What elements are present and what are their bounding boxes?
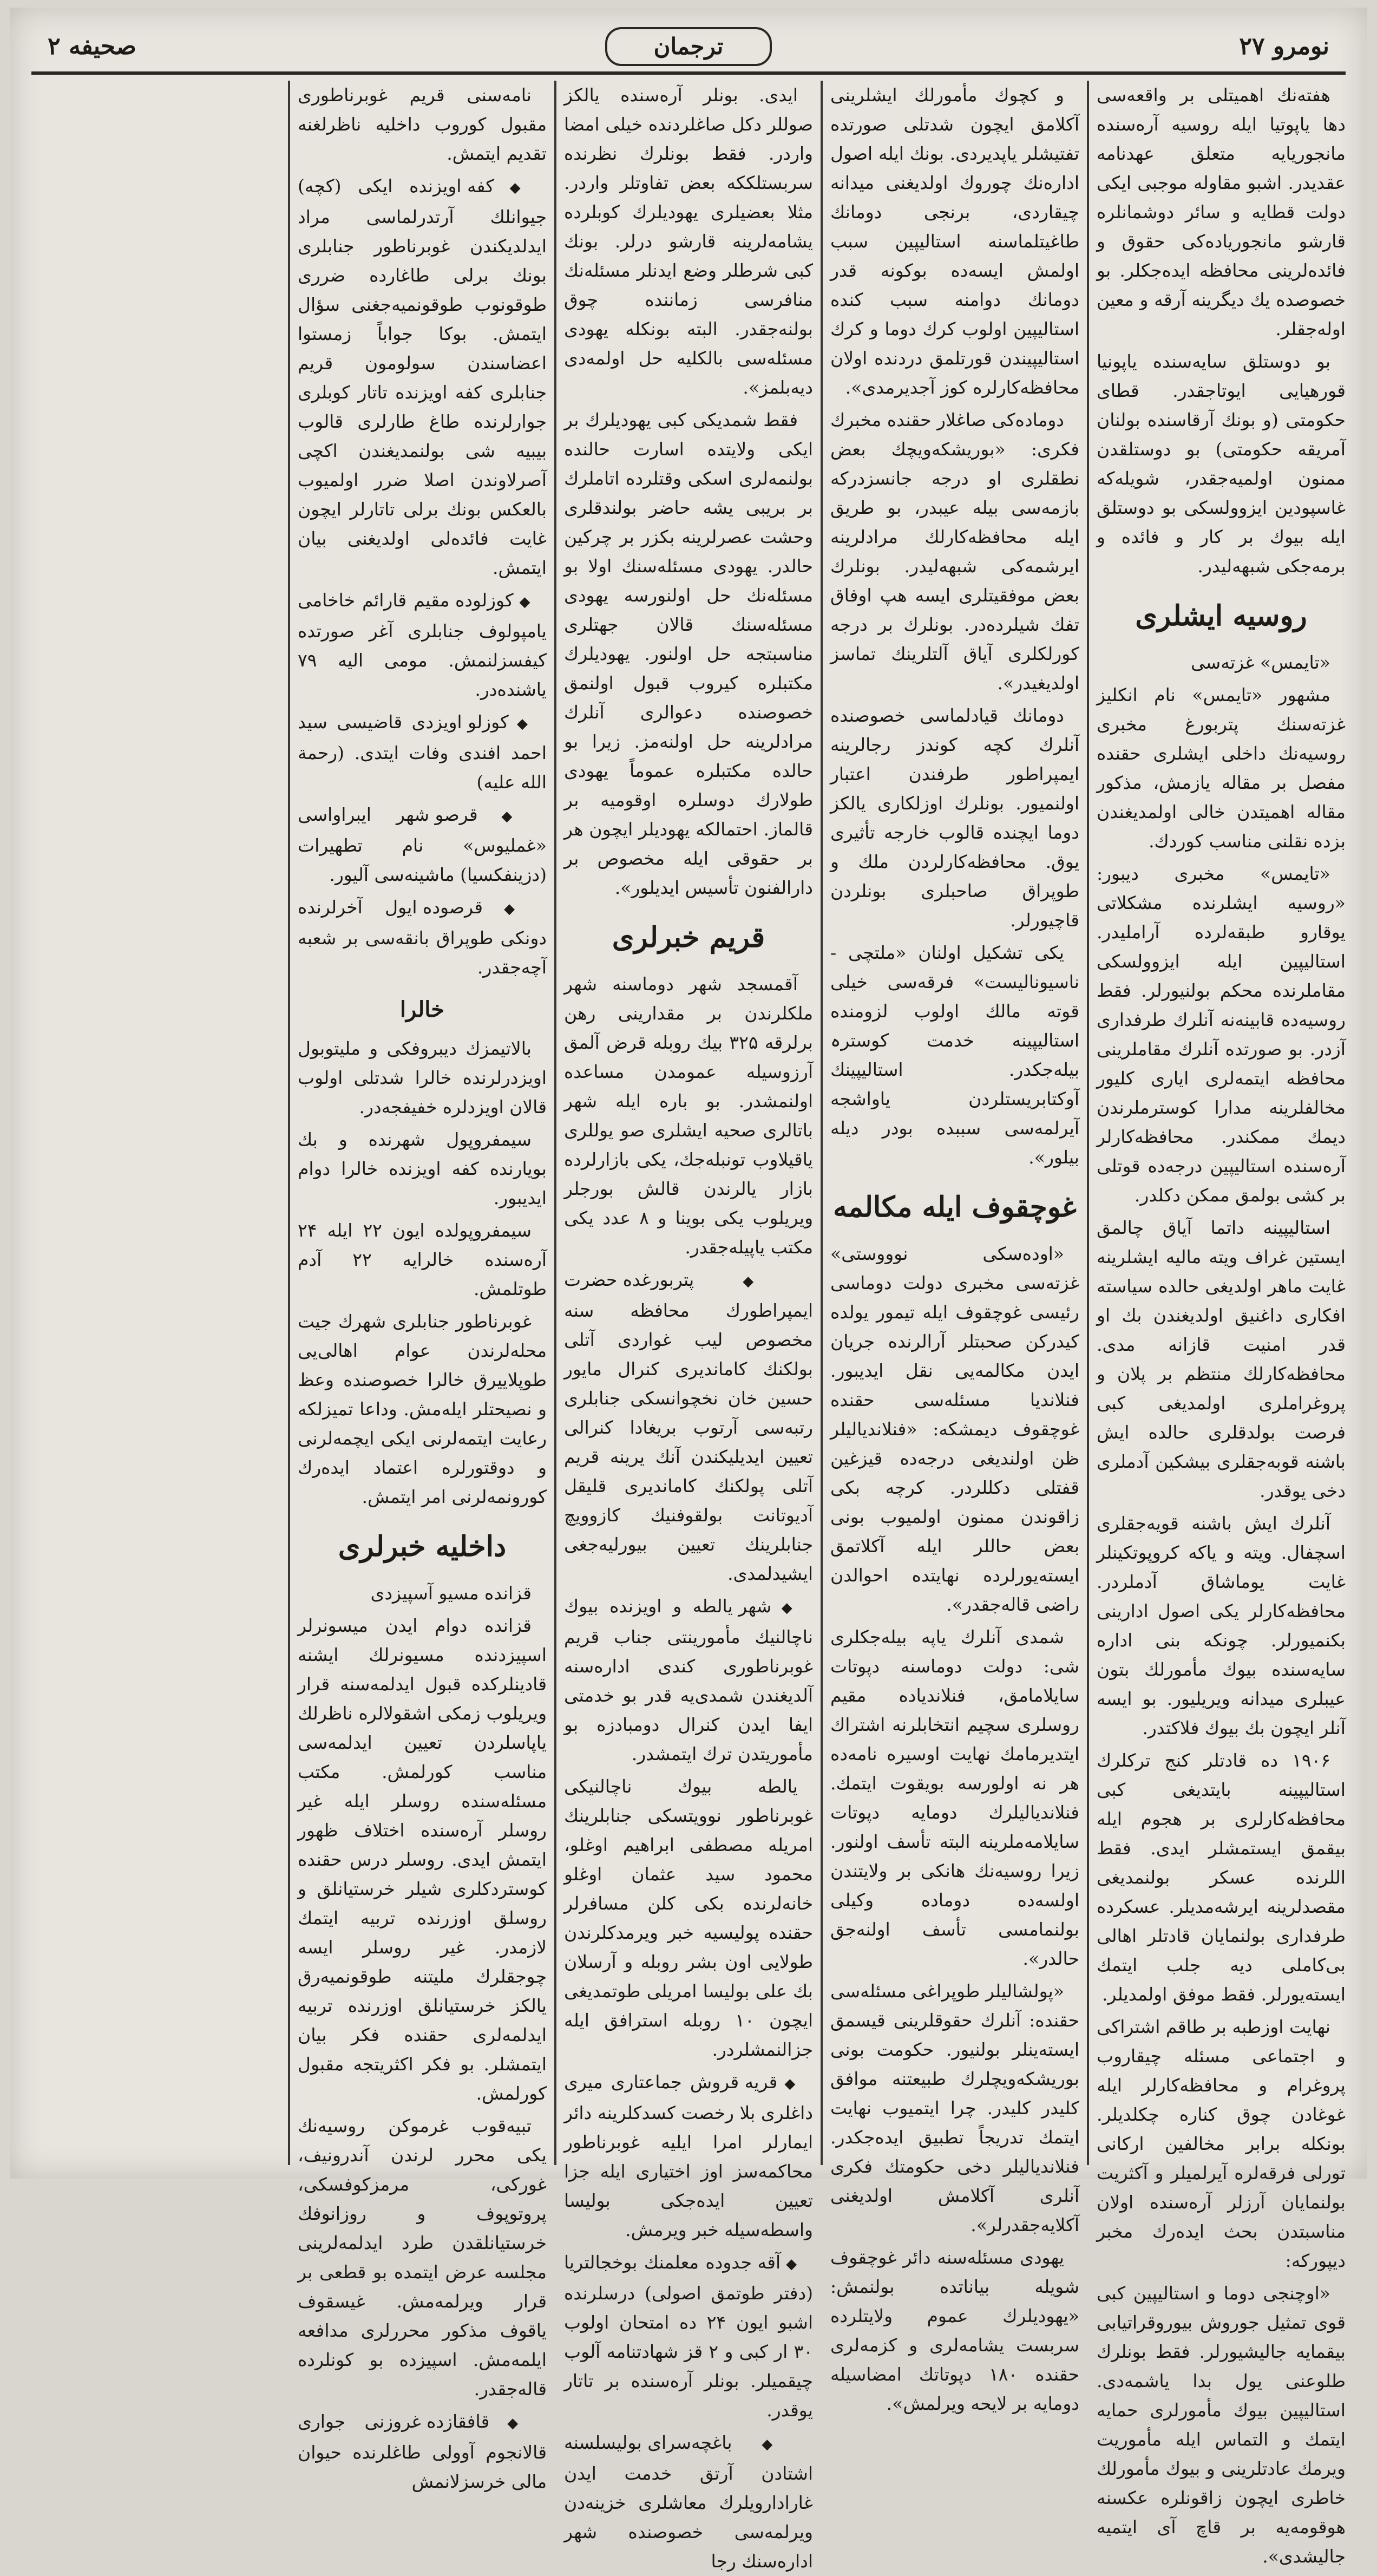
article-paragraph: یهودی مسئله‌سنه دائر غوچقوف شویله بیاناتده بولنمش: «یهودیلرك عموم ولایتلرده سربست یشامه‌لری و کزمه‌لری حقنده ۱۸۰ دپوتاتك امضاسیله دومایه بر لایحه ویرلمش».: [830, 2247, 1079, 2414]
article-paragraph: فقط شمدیکی کبی یهودیلرك بر ایکی ولایتده اسارت حالنده بولنمه‌لری اسکی وقتلرده اتاملرك بر بریبی یشه حاضر بولندقلری وحشت عصرلرینه بکزر بر چرکین حالدر. یهودی مسئله‌سنك اولا بو مسئله‌نك حل اولنورسه یهودی مسئله‌سنك قالان جهتلری مناسبتجه حل اولنور. یهودیلرك مکتبلره کیروب قبول اولنمق خصوصنده دعوالری آنلرك مرادلرینه حل اولنه‌مز. زیرا بو حالده مکتبلره عموماً یهودی طولارك دوسلره اوقومیه بر قالماز. احتمالکه یهودیلر ایچون هر بر حقوقی ایله مخصوص بر دارالفنون تأسیس ایدیلور».: [564, 409, 813, 898]
article-paragraph: شمدی آنلرك یاپه بیله‌جکلری شی: دولت دوماسنه دپوتات سایلامامق، فنلاندیاده مقیم روسلری سچیم انتخابلرنه اشتراك ایتدیرمامك نهایت اوسیره نامه‌ده هر نه اولورسه بویقوت ایتمك. فنلاندیالیلرك دوما‌یه دپوتات سایلامه‌ملرینه البته تأسف اولنور. زیرا روسیه‌نك هانکی بر ولایتندن اولسه‌ده دوماده وکیلی بولنمامسی تأسف اولنه‌جق حالدر».: [830, 1626, 1079, 1969]
article-paragraph: و کچوك مأمورلك ایشلرینی آکلامق ایچون شدتلی صورتده تفتیشلر یاپدیردی. بونك ایله اصول اداره‌نك چوروك اولدیغنی میدانه چیقاردی، برنجی دومانك طاغیتلماسنه استالیپین سبب اولمش ایسه‌ده بوکونه قدر دومانك دوامنه سبب کنده استالیپین اولوب کرك دوما و کرك استالیپیندن قورتلمق دردنده اولان محافظه‌کارلره کوز آجدیرمدی».: [830, 84, 1079, 398]
article-paragraph: مشهور «تایمس» نام انکلیز غزته‌سنك پتربورغ مخبری روسیه‌نك داخلی ایشلری حقنده مفصل بر مقاله یازمش، مذکور مقاله اهمیتدن خالی اولمدیغندن بزده نقلنی مناسب کوردك.: [1097, 684, 1346, 852]
column-divider: [1087, 81, 1089, 2165]
issue-number: نومرو ۲۷: [1239, 32, 1329, 60]
newspaper-title: ترجمان: [605, 27, 772, 66]
article-paragraph: سیمفروپول شهرنده و بك بویارنده کفه اویزنده خالرا دوام ایدیبور.: [298, 1129, 547, 1208]
column-4: [298, 81, 547, 2492]
column-1: [1097, 81, 1346, 2567]
section-headline: روسیه ایشلری: [1135, 599, 1307, 632]
section-headline: قریم خبرلری: [612, 921, 765, 954]
column-5: [31, 81, 280, 2165]
news-item: ◆ باغچه‌سرای بولیسلسنه اشتادن آرتق خدمت ایدن غارادارویلرك معاشلری خزینه‌دن ویرلمه‌سی خصوصنده شهر اداره‌سنك رجا: [564, 2428, 813, 2576]
article-paragraph: دوماده‌کی صاغلار حقنده مخبرك فکری: «بوریشکه‌ویچك بعض نطقلری او درجه جانسزدرکه بازمه‌سی بیله عیبدر، بو طریق ایله محافظه‌کارلك مرادلرینه ایرشمه‌کی شبهه‌لیدر. بونلرك بعض موفقیتلری ایسه هپ اوفاق تفك شیلرده‌در. بونلرك بر درجه کورلکلری آیاق آلتلرینك تماسز اولدیغیدر».: [830, 409, 1079, 694]
news-item: ◆ قافقازده غروزنی جواری قالانجوم آوولی طاغلرنده حیوان مالی خرسزلانمش: [298, 2407, 547, 2496]
article-paragraph: «تایمس» مخبری دیبور: «روسیه ایشلرنده مشکلاتی یوقارو طبقه‌لرده آراملیدر. استالیپین ایله ایزوولسکی مقاملرنده محکم بولنیورلر. فقط روسیه‌ده قابینه‌نه آنلرك طرفداری آزدر. بو صورتده آنلرك مقاملرینی محافظه ایتمه‌لری ایاری کلیور مخالفلرینه مدارا کوسترملرندن دیمك ممکندر. محافظه‌کارلر آره‌سنده استالیپین درجه‌ده قوتلی بر کشی بولمق ممکن دکلدر.: [1097, 863, 1346, 1206]
news-item: ◆ قرصوده ایول آخرلرنده دونکی طوپراق بانقه‌سی بر شعبه آچه‌جقدر.: [298, 893, 547, 982]
article-paragraph: قزانده دوام ایدن میسونرلر اسپیزدنده مسیونرلك ایشنه قادینلرکده قبول ایدلمه‌سنه قرار ویریلوب زمکی اشقولالره ناظرلك یاپاسلردن تعیین ایدلمه‌سی مناسب کورلمش. مکتب مسئله‌سنده روسلر ایله غیر روسلر آره‌سنده اختلاف ظهور ایتمش ایدی. روسلر درس حقنده کوستردکلری شیلر خرستیانلق و روسلق اوزرنده تربیه ایتمك لازمدر. غیر روسلر ایسه چوجقلرك ملیتنه طوقونمیه‌رق یالکز خرستیانلق اوزرنده تربیه ایدلمه‌لری حقنده فکر بیان ایتمشلر. بو فکر اکثریتجه مقبول کورلمش.: [298, 1615, 547, 2104]
article-paragraph: یالطه بیوك ناچالنیکی غوبرناطور نوویتسکی جنابلرینك امریله مصطفی ابراهیم اوغلو، محمود سید عثمان اوغلو خانه‌لرنده بکی کلن مسافرلر حقنده پولیسیه خبر ویرمدکلرندن طولایی اون بشر روبله و آرسلان بك علی بولیسا امریلی طوتمدیغی ایچون ۱۰ روبله استرافق ایله جزالنمشلردر.: [564, 1776, 813, 2060]
article-paragraph: آنلرك ایش باشنه قویه‌جقلری اسچفال. ویته و یاکه کروپوتکینلر غایت یوماشاق آدملردر. محافظه‌کارلر یکی اصول ادارینی بکنمیورلر. چونکه بنی اداره سایه‌سنده بیوك مأمورلك بتون عیبلری میدانه ویریلیور. بو ایسه آنلر ایچون بك بیوك فلاکتدر.: [1097, 1513, 1346, 1738]
article-paragraph: نهایت اوزطبه بر طاقم اشتراکی و اجتماعی مسئله چیقاروب پروغرام و محافظه‌کارلر ایله غوغادن چوق کناره چکلدیلر. بونکله برابر مخالفین ارکانی تورلی فرقه‌لره آیرلمیلر و آکثریت بولنمایان آرزلر آره‌سنده اولان مناسبتدن بحث ایده‌رك مخبر دیپورکه:: [1097, 2016, 1346, 2271]
article-paragraph: دومانك قیادلماسی خصوصنده آنلرك کچه کوندز رجالرینه ایمپراطور طرفندن اعتبار اولنمیور. بونلرك اوزلکاری یالکز دوما ایچنده قالوب خارجه تأثیری یوق. محافظه‌کارلردن ملك و طوپراق صاحبلری بونلردن قاچیورلر.: [830, 705, 1079, 931]
article-paragraph: قزانده مسیو آسپیزدی: [370, 1583, 532, 1604]
article-paragraph: غوبرناطور جنابلری شهرك جیت محلەلرندن عوام اهالی‌یی طوپلاییرق خالرا خصوصنده وعظ و نصیحتلر ایله‌مش. وداعا تمیزلکه رعایت ایتمه‌لرنی ایکی ایچمه‌لرنی و دوقتورلره اعتماد ایده‌رك کورونمه‌لرنی امر ایتمش.: [298, 1311, 547, 1507]
article-paragraph: «اوچنجی دوما و استالیپین کبی قوی تمثیل جوروش بیوروقراتیابی بیقمایه جالیشیورلر. فقط بونلرك طلوعنی یول بدا یاشمه‌دی. استالیپین بیوك مأمورلری حمایه ایتمك و التماس ایله مأموریت ویرمك عادتلرینی و بیوك مأمورلك خاطری ایچون زاقونلره عکسنه هوقومه‌یه بر قاچ آی ایتمیه جالیشدی».: [1097, 2283, 1346, 2567]
news-item: ◆ قرصو شهر ایبراواسی «غملیوس» نام تطهیرات (دزینفکسیا) ماشینه‌سی آلیور.: [298, 800, 547, 890]
article-paragraph: یکی تشکیل اولنان «ملتچی - ناسیونالیست» فرقه‌سی خیلی قوته مالك اولوب لزومنده استالیپینه خدمت کوسترہ بیله‌جکدر. استالیپینك آوکتابریستلردن یاواشجه آیرلمه‌سی سببده بودر دیله بیلور».: [830, 942, 1079, 1168]
news-item: ◆ قریه قروش جماعتاری میری داغلری بلا رخصت کسدکلرینه دائر ایمارلر امرا ایلیه غوبرناطور محاکمه‌سز اوز اختیاری ایله جزا تعیین ایده‌جکی بولیسا واسطه‌سیله خبر ویرمش.: [564, 2068, 813, 2245]
column-divider: [821, 81, 823, 2165]
text-columns: [31, 81, 1346, 2572]
article-paragraph: سیمفروپولده ایون ۲۲ ایله ۲۴ آره‌سنده خالرایه ۲۲ آدم طوتلمش.: [298, 1220, 547, 1299]
section-headline: خالرا: [399, 997, 445, 1022]
page-number: صحیفه ۲: [48, 32, 136, 60]
column-divider: [554, 81, 556, 2165]
article-paragraph: «اوده‌سکی نوووستی» غزته‌سی مخبری دولت دوماسی رئیسی غوچقوف ایله تیمور یولده کیدرکن صحبتلر آرالرنده جریان ایدن مکالمه‌یی نقل ایدیبور. فنلاندیا مسئله‌سی حقنده غوچقوف دیمشکه: «فنلاندیالیلر ظن اولندیغی درجه‌ده قیزغین قفتلی دکللردر. کرچه بکی زاقوندن ممنون اولمیوب بونی بعض حاللر ایله آکلاتمق ایسته‌یورلرده نهایتده احوالدن راضی قاله‌جقدر».: [830, 1243, 1079, 1615]
column-3: [564, 81, 813, 2572]
article-paragraph: نامه‌سنی قریم غوبرناطوری مقبول کوروب داخلیه ناظرلغنه تقدیم ایتمش.: [298, 84, 547, 164]
header-rule: [31, 71, 1346, 75]
article-paragraph: ۱۹۰۶ ده قادتلر کنج ترکلرك استالیپینه بایتدیغی کبی محافظه‌کارلری بر هجوم ایله بیقمق ایستمشلر ایدی. فقط اللرنده عسکر بولنمدیغی مقصدلرینه ایرشه‌مدیلر. عسکرده طرفداری بولنمایان قادتلر اهالی بی‌کاملی دیه جلب ایتمك ایسته‌یورلر. فقط موفق اولمدیلر.: [1097, 1750, 1346, 2005]
article-paragraph: بو دوستلق سایه‌سنده یاپونیا قورهیایی ایوتاجقدر. قطای حکومتی (و بونك آرقاسنده بولنان آمریقه حکومتی) بو دوستلقدن ممنون اولمیه‌جقدر، شویله‌که غاسپودین ایزوولسکی بو دوستلق ایله بیوك بر کار و فائده و برمه‌جکی شبهه‌لیدر.: [1097, 351, 1346, 577]
column-divider: [288, 81, 290, 2165]
article-paragraph: هفته‌نك اهمیتلی بر واقعه‌سی دها یاپوتیا ایله روسیه آره‌سنده مانجوریایه متعلق عهدنامه عقدیدر. اشبو مقاوله موجبی ایکی دولت قطایه و سائر دوشمانلره قارشو مانجوریاده‌کی حقوق و فائده‌لرینی محافظه ایده‌جکلر. بو خصوصده یك دیگرینه آرقه و معین اوله‌جقلر.: [1097, 84, 1346, 339]
masthead: [31, 24, 1346, 73]
news-item: ◆ شهر یالطه و اویزنده بیوك ناچالنیك مأمورینتی جناب قریم غوبرناطوری کندی اداره‌سنه آلدیغندن شمدی‌یه قدر بو خدمتی ایفا ایدن کنرال دومبادزه بو مأموریتدن ترك ایتمشدر.: [564, 1592, 813, 1769]
newspaper-page: [10, 8, 1367, 2572]
section-headline: داخلیه خبرلری: [338, 1530, 507, 1563]
news-item: ◆ کوزلو اویزدی قاضیسی سید احمد افندی وفات ایتدی. (رحمة الله علیه): [298, 708, 547, 797]
article-paragraph: استالیپینه داتما آیاق چالمق ایستین غراف ویته ماليه ایشلرینه غایت ماهر اولدیغی حالده سیاسته افکاری داغنیق اولدیغندن بك او قدر امنیت قازانه مدی. محافظه‌کارلك منتظم بر پلان و پروغراملری اولمدیغی کبی فرصت بولدقلری حالده ایش باشنه قوبه‌جقلری بیشکین آدملری دخی یوقدر.: [1097, 1217, 1346, 1501]
article-paragraph: «تایمس» غزته‌سی: [1191, 652, 1330, 673]
article-paragraph: «پولشالیلر طوپراغی مسئله‌سی حقنده: آنلرك حقوقلرینی قیسمق ایسته‌ینلر بولنیور. حکومت بونی بوریشکه‌ویچلرك طبیعتنه موافق کلیدر کلیدر. چرا ایتمیوب نهایت ایتمك تدریجاً تطبیق ایده‌جکدر. فنلاندیالیلر دخی حکومتك فکری آنلری آکلامش اولدیغنی آکلایه‌جقدرلر».: [830, 1980, 1079, 2235]
news-item: ◆ آقه جدوده معلمنك بوخجالتریا (دفتر طوتمق اصولی) درسلرنده اشبو ایون ۲۴ ده امتحان اولوب ۳۰ ار کبی و ۲ قز شهادتنامه آلوب چیقمیلر. بونلر آره‌سنده بر تاتار یوقدر.: [564, 2248, 813, 2425]
article-paragraph: تبیه‌قوب غرموکن روسیه‌نك یکی محرر لرندن آندرونیف، غورکی، مرمزکوفسکی، پروتوپوف و روزانوفك خرستیانلقدن طرد ایدلمه‌لرینی مجلسه عرض ایتمده بو قطعی بر قرار ویرلمه‌مش. غیسقوف یاقوف مذکور محررلری مدافعه ایلمه‌مش. اسپیزده بو کونلرده قاله‌جقدر.: [298, 2115, 547, 2400]
news-item: ◆ کوزلوده مقیم قارائم خاخامی یامپولوف جنابلری آغر صورتده کیفسزلنمش. مومی الیه ۷۹ یاشنده‌در.: [298, 586, 547, 704]
article-paragraph: ایدی. بونلر آره‌سنده یالکز صوللر دکل صاغلردنده خیلی امضا واردر. فقط بونلرك نظرنده سربستلککه بعض تفاوتلر واردر. مثلا بعضیلری یهودیلرك کوبلرده یشامه‌لرینه قارشو درلر. بونك کبی شرطلر وضع ایدنلر مسئله‌نك منافرسی زماننده چوق بولنه‌جقدر. البته بونکله یهودی مسئله‌سی بالکلیه حل اولمه‌دی دیه‌بلمز».: [564, 84, 813, 398]
article-paragraph: آقمسجد شهر دوماسنه شهر ملکلرندن بر مقدارینی رهن برلرقه ۳۲۵ بیك روبله قرض آلمق آرزوسیله عمومدن مساعده اولنمشدر. بو باره ایله شهر باتالری صحیه ایشلری صو یوللری یاقیلاوب تونبله‌جك، یکی بازارلرده بازار یالرندن قالش بورجلر ویریلوب یکی بوینا و ۸ عدد یکی مکتب یاپیله‌جقدر.: [564, 973, 813, 1258]
article-paragraph: بالاتیمزك دیبروفکی و ملیتوبول اویزدرلرنده خالرا شدتلی اولوب قالان اویزدلره خفیفجه‌در.: [298, 1038, 547, 1117]
column-2: [830, 81, 1079, 2414]
section-headline: غوچقوف ایله مکالمه: [833, 1191, 1077, 1224]
news-item: ◆ پتربورغده حضرت ایمپراطورك محافظه سنه مخصوص لیب غواردی آتلی بولکنك کاماندیری کنرال مایور حسین خان نخچوانسکی جنابلری رتبه‌سی آرتوب بریغادا کنرالی تعیین ایدیلیکندن آنك یرینه قریم آتلی پولکنك کاماندیری قلیقل آدیوتانت بولقوفنیك کازوویچ جنابلرینك تعیین بیورلیه‌جغی ایشیدلمدی.: [564, 1265, 813, 1588]
news-item: ◆ کفه اویزنده ایکی (کچه) جیوانلك آرتدرلماسی مراد ایدلدیکندن غوبرناطور جنابلری بونك برلی طاغارده ضرری طوقونوب طوقونمیه‌جغنی سؤال ایتمش. بوکا جواباً زمستوا اعضاسندن سولومون قریم جنابلری کفه اویزنده تاتار کوبلری جوارلرنده طاغ طارلری قالوب بیبیه شی بولنمدیغندن اکچی آصرلاوندن اصلا ضرر اولمیوب بالعکس بونك برلی تاتارلر ایچون غایت فائده‌لی اولدیغنی بیان ایتمش.: [298, 172, 547, 583]
